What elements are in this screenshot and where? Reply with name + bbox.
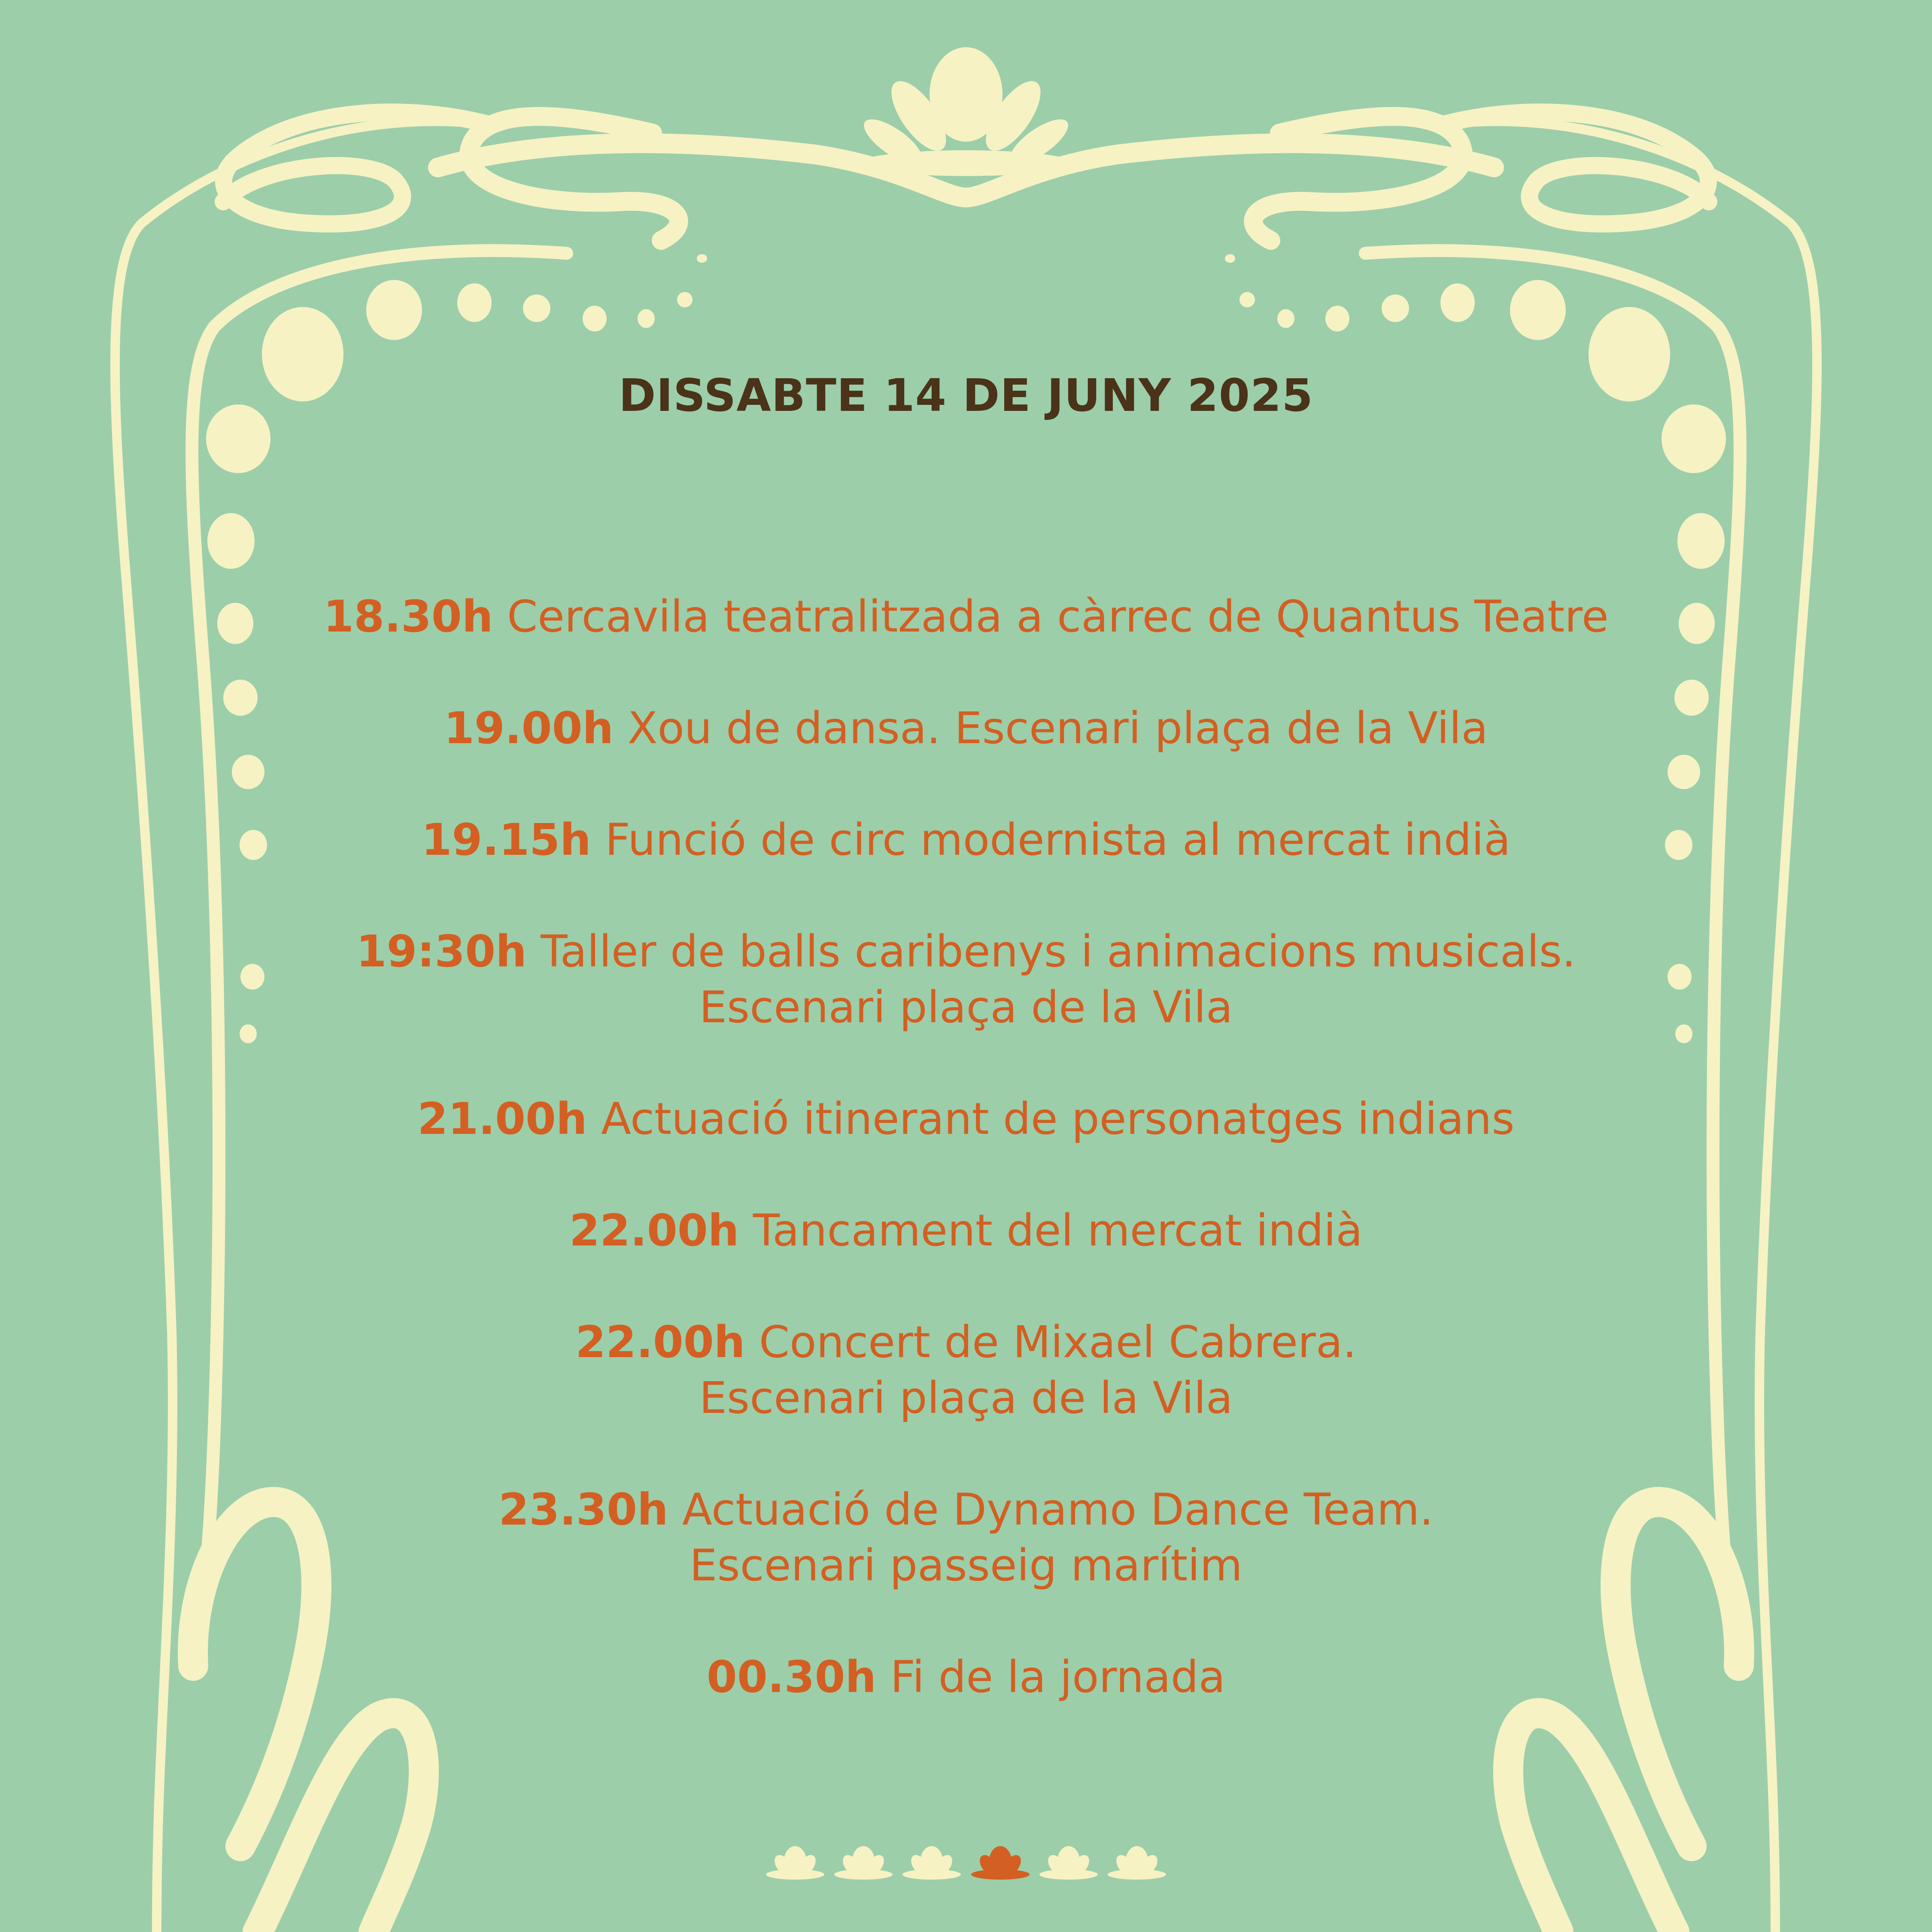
shell-icon-active: [970, 1843, 1030, 1881]
event-line: [215, 1315, 1717, 1370]
event-line: [215, 924, 1717, 980]
event-time: 21.00h: [417, 1094, 587, 1145]
event-line: [215, 1482, 1717, 1538]
event-item: [215, 812, 1717, 868]
shell-icon: [1039, 1843, 1099, 1881]
frame-right-scroll: [1253, 116, 1463, 240]
event-item: [215, 1482, 1717, 1594]
event-item: [215, 1203, 1717, 1259]
event-time: 19.15h: [421, 814, 591, 866]
event-description: Escenari passeig marítim: [690, 1540, 1242, 1591]
shell-icon: [1107, 1843, 1167, 1881]
shell-icon: [902, 1843, 962, 1881]
event-line: [215, 589, 1717, 645]
event-line: [215, 701, 1717, 756]
event-item: [215, 924, 1717, 1036]
event-time: 23.30h: [498, 1484, 668, 1535]
event-time: 18.30h: [323, 591, 493, 642]
event-item: [215, 589, 1717, 645]
event-line: [215, 980, 1717, 1036]
event-line: [215, 1370, 1717, 1426]
event-description: Actuació de Dynamo Dance Team.: [682, 1484, 1434, 1535]
event-line: [215, 1649, 1717, 1705]
event-item: [215, 1649, 1717, 1705]
frame-left-scroll: [469, 116, 679, 240]
event-line: [215, 1091, 1717, 1147]
event-line: [215, 1203, 1717, 1259]
event-description: Xou de dansa. Escenari plaça de la Vila: [627, 703, 1488, 754]
event-item: [215, 1315, 1717, 1426]
event-time: 19.00h: [444, 703, 614, 754]
event-item: [215, 1091, 1717, 1147]
event-item: [215, 701, 1717, 756]
footer-shell-row: [765, 1843, 1167, 1881]
page-title: DISSABTE 14 DE JUNY 2025: [619, 369, 1313, 422]
shell-icon: [833, 1843, 893, 1881]
event-description: Funció de circ modernista al mercat indià: [605, 814, 1511, 866]
event-time: 22.00h: [575, 1317, 745, 1368]
event-description: Cercavila teatralitzada a càrrec de Quantus Teatre: [507, 591, 1609, 642]
event-description: Taller de balls caribenys i animacions musicals.: [541, 926, 1576, 977]
event-description: Actuació itinerant de personatges indians: [601, 1094, 1515, 1145]
shell-icon: [765, 1843, 825, 1881]
event-time: 19:30h: [356, 926, 527, 977]
event-description: Escenari plaça de la Vila: [699, 1373, 1233, 1424]
event-time: 22.00h: [569, 1205, 739, 1256]
event-description: Tancament del mercat indià: [753, 1205, 1363, 1256]
event-line: [215, 1538, 1717, 1594]
event-description: Escenari plaça de la Vila: [699, 982, 1233, 1033]
event-line: [215, 812, 1717, 868]
event-schedule: [215, 589, 1717, 1761]
event-description: Concert de Mixael Cabrera.: [759, 1317, 1357, 1368]
event-description: Fi de la jornada: [890, 1652, 1226, 1703]
top-shell-ornament: [857, 47, 1074, 176]
event-time: 00.30h: [706, 1652, 877, 1703]
